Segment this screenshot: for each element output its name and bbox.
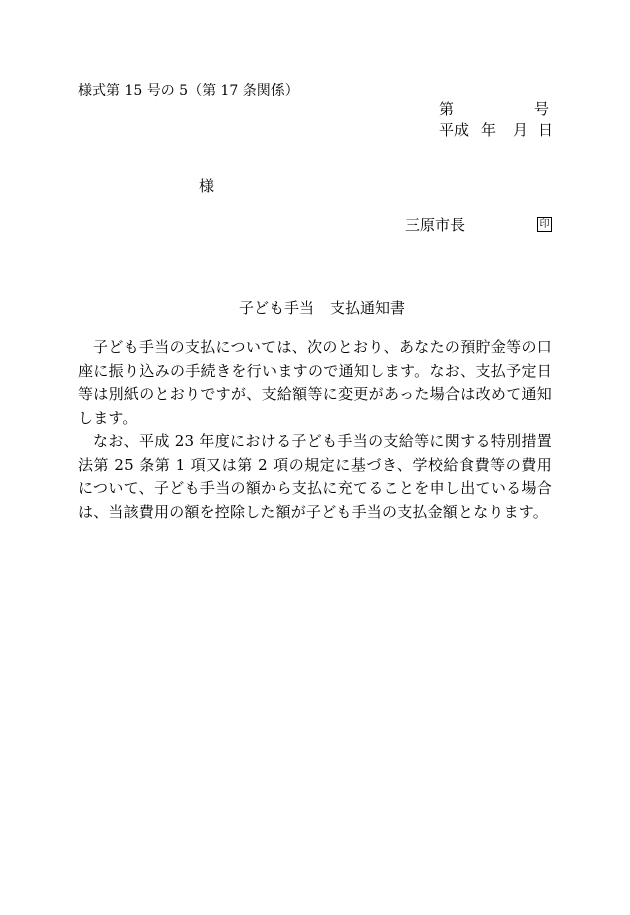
date-era: 平成 — [439, 121, 470, 139]
date-month-label: 月 — [513, 121, 529, 139]
date-day-label: 日 — [538, 121, 554, 139]
body-paragraph-1: 子ども手当の支払については、次のとおり、あなたの預貯金等の口座に振り込みの手続きを行いますので通知します。なお、支払予定日等は別紙のとおりですが、支給額等に変更があった場合は改めて通知します。 — [78, 338, 552, 427]
document-body — [78, 336, 552, 524]
date-year-label: 年 — [481, 121, 497, 139]
title-part-2: 支払通知書 — [330, 299, 406, 317]
title-part-1: 子ども手当 — [239, 299, 315, 317]
issuer-name: 三原市長 — [405, 216, 466, 234]
seal-stamp-icon: 印 — [537, 217, 552, 232]
body-paragraph-2: なお、平成 23 年度における子ども手当の支給等に関する特別措置法第 25 条第 1 項又は第 2 項の規定に基づき、学校給食費等の費用について、子ども手当の額から支払に充てることを申し出ている場合は、当該費用の額を控除した額が子ども手当の支払金額となります。 — [78, 432, 552, 521]
addressee-honorific: 様 — [199, 177, 215, 195]
document-number-prefix: 第 — [439, 100, 455, 118]
document-title — [239, 301, 405, 316]
form-number: 様式第 15 号の 5（第 17 条関係） — [78, 83, 299, 99]
document-number-suffix: 号 — [533, 100, 549, 118]
